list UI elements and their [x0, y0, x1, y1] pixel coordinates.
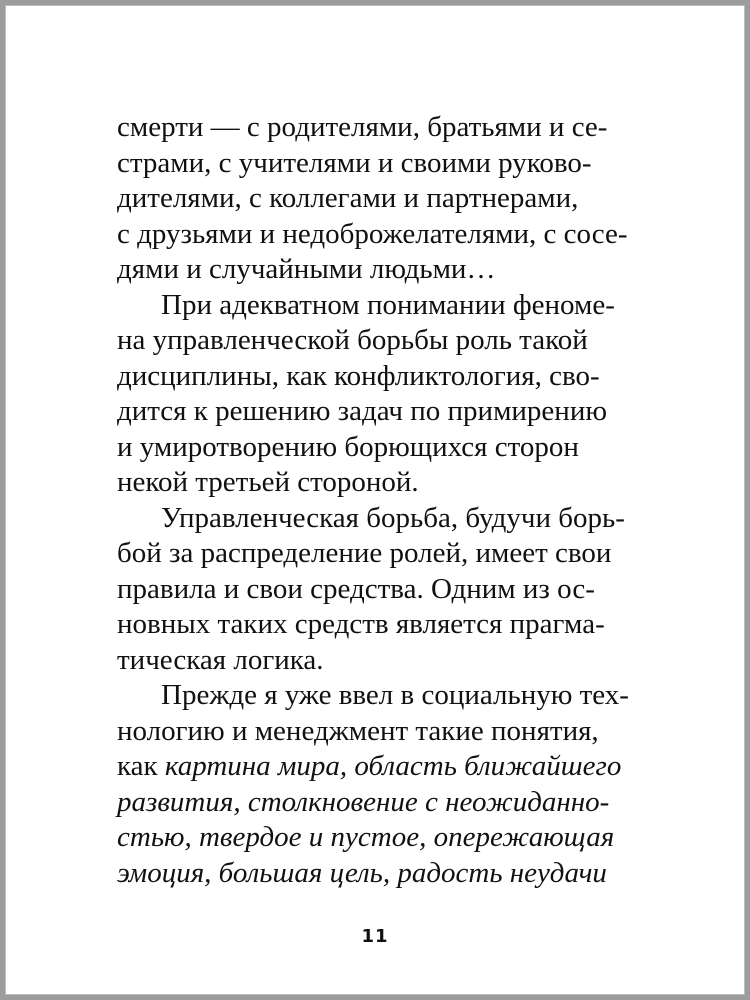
text-line: дителями, с коллегами и партнерами,: [117, 182, 579, 214]
text-line: на управленческой борьбы роль такой: [117, 324, 588, 356]
text-line: дисциплины, как конфликтология, сво-: [117, 359, 600, 392]
paragraph-4: [117, 678, 637, 891]
page-number: 11: [361, 926, 389, 947]
text-line: с друзьями и недоброжелателями, с сосе-: [117, 217, 628, 250]
text-line: Прежде я уже ввел в социальную тех-: [161, 679, 629, 711]
paragraph-2: [117, 288, 637, 501]
text-line: дями и случайными людьми…: [117, 253, 496, 285]
text-line: дится к решению задач по примирению: [117, 395, 608, 427]
italic-term: эмоция,: [117, 856, 219, 889]
text-line-mixed: [117, 749, 637, 785]
italic-term: картина мира, область ближайшего: [164, 750, 622, 782]
text-line-mixed: [117, 856, 637, 892]
paragraph-1: [117, 110, 637, 288]
text-line: бой за распределение ролей, имеет свои: [117, 537, 612, 569]
text-line: нологию и менеджмент такие понятия,: [117, 714, 599, 747]
book-page: [5, 5, 745, 995]
text-line: Управленческая борьба, будучи борь-: [161, 501, 625, 534]
text-line: тическая логика.: [117, 643, 324, 676]
page-body-text: [117, 110, 637, 891]
text-line: правила и свои средства. Одним из ос-: [117, 572, 595, 605]
italic-term: стью, твердое и пустое, опережающая: [117, 821, 615, 853]
text-line: страми, с учителями и своими руково-: [117, 146, 592, 179]
paragraph-3: [117, 501, 637, 679]
text-line: новных таких средств является прагма-: [117, 608, 605, 640]
text-line: некой третьей стороной.: [117, 466, 419, 498]
text-run: как: [117, 750, 165, 782]
italic-term: развития, столкновение с неожиданно-: [117, 785, 610, 818]
text-line: смерти — с родителями, братьями и се-: [117, 111, 608, 143]
text-line: При адекватном понимании феноме-: [161, 288, 615, 321]
italic-term: большая цель, радость неудачи: [218, 856, 607, 889]
text-line: и умиротворению борющихся сторон: [117, 430, 579, 463]
